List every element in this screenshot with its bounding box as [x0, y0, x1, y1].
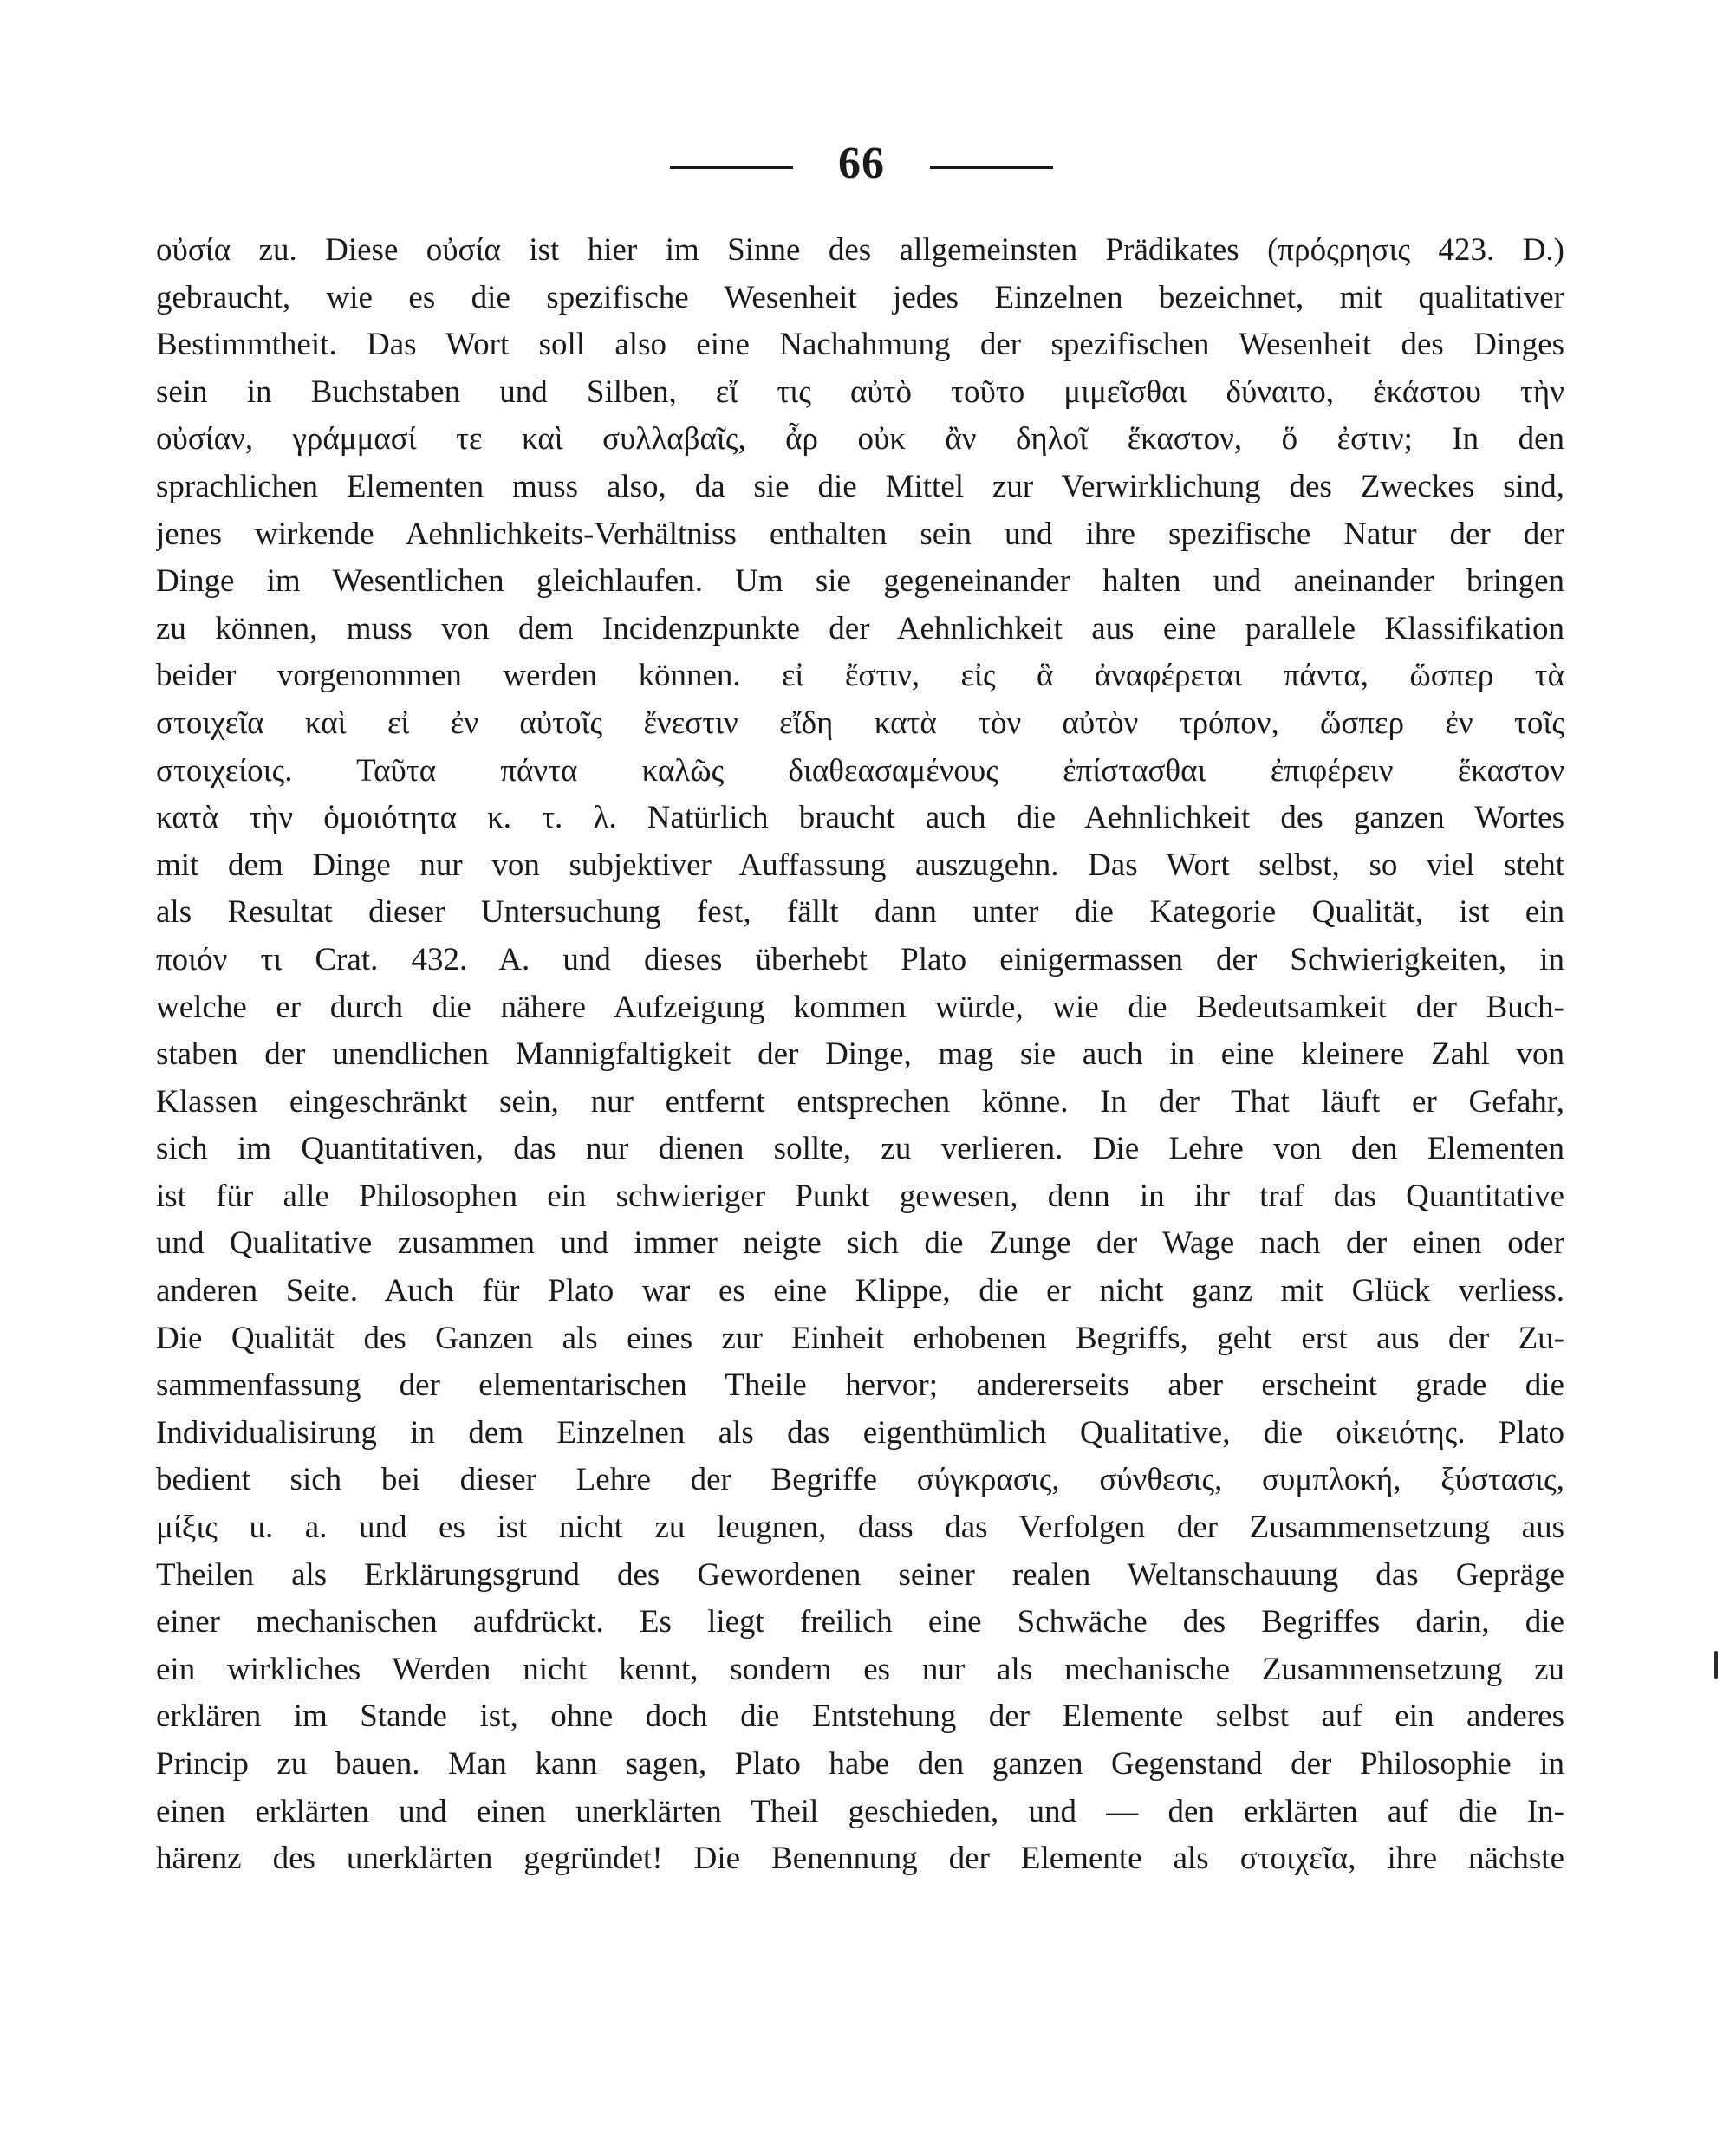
text-line: zu können, muss von dem Incidenzpunkte der Aehnlichkeit aus eine parallele Klassifikation	[156, 610, 1564, 646]
text-line: anderen Seite. Auch für Plato war es eine Klippe, die er nicht ganz mit Glück verliess.	[156, 1273, 1564, 1309]
text-line: ποιόν τι Crat. 432. A. und dieses überhebt Plato einigermassen der Schwierigkeiten, in	[156, 941, 1564, 977]
text-line: und Qualitative zusammen und immer neigte sich die Zunge der Wage nach der einen oder	[156, 1225, 1564, 1262]
text-line: sprachlichen Elementen muss also, da sie die Mittel zur Verwirklichung des Zweckes sind,	[156, 468, 1564, 504]
text-line: härenz des unerklärten gegründet! Die Benennung der Elemente als στοιχεῖα, ihre nächste	[156, 1841, 1564, 1877]
text-line: Individualisirung in dem Einzelnen als das eigenthümlich Qualitative, die οἰκειότης. Plato	[156, 1414, 1564, 1451]
text-line: welche er durch die nähere Aufzeigung kommen würde, wie die Bedeutsamkeit der Buch-	[156, 989, 1564, 1025]
body-text	[156, 227, 1564, 1883]
text-line: Dinge im Wesentlichen gleichlaufen. Um sie gegeneinander halten und aneinander bringen	[156, 563, 1564, 600]
text-line: als Resultat dieser Untersuchung fest, fällt dann unter die Kategorie Qualität, ist ein	[156, 894, 1564, 931]
scan-blemish	[1714, 1651, 1718, 1679]
text-line: Theilen als Erklärungsgrund des Gewordenen seiner realen Weltanschauung das Gepräge	[156, 1556, 1564, 1593]
text-line: Princip zu bauen. Man kann sagen, Plato habe den ganzen Gegenstand der Philosophie in	[156, 1746, 1564, 1782]
text-line: gebraucht, wie es die spezifische Wesenheit jedes Einzelnen bezeichnet, mit qualitativer	[156, 279, 1564, 315]
text-line: ist für alle Philosophen ein schwieriger Punkt gewesen, denn in ihr traf das Quantitative	[156, 1178, 1564, 1214]
page-header	[0, 128, 1723, 198]
text-line: mit dem Dinge nur von subjektiver Auffassung auszugehn. Das Wort selbst, so viel steht	[156, 847, 1564, 883]
text-line: οὐσίαν, γράμμασί τε καὶ συλλαβαῖς, ἆρ οὐκ ἂν δηλοῖ ἕκαστον, ὅ ἐστιν; In den	[156, 421, 1564, 458]
header-rule-left	[670, 166, 793, 169]
text-line: Bestimmtheit. Das Wort soll also eine Nachahmung der spezifischen Wesenheit des Dinges	[156, 327, 1564, 363]
text-line: jenes wirkende Aehnlichkeits-Verhältniss enthalten sein und ihre spezifische Natur der der	[156, 516, 1564, 552]
text-line: sich im Quantitativen, das nur dienen sollte, zu verlieren. Die Lehre von den Elementen	[156, 1131, 1564, 1167]
text-line: staben der unendlichen Mannigfaltigkeit der Dinge, mag sie auch in eine kleinere Zahl von	[156, 1036, 1564, 1073]
text-line: κατὰ τὴν ὁμοιότητα κ. τ. λ. Natürlich braucht auch die Aehnlichkeit des ganzen Wortes	[156, 800, 1564, 836]
text-line: ein wirkliches Werden nicht kennt, sondern es nur als mechanische Zusammensetzung zu	[156, 1651, 1564, 1687]
text-line: einen erklärten und einen unerklärten Theil geschieden, und — den erklärten auf die In-	[156, 1793, 1564, 1829]
text-line: sammenfassung der elementarischen Theile hervor; andererseits aber erscheint grade die	[156, 1367, 1564, 1404]
text-line: sein in Buchstaben und Silben, εἴ τις αὐτὸ τοῦτο μιμεῖσθαι δύναιτο, ἑκάστου τὴν	[156, 373, 1564, 410]
text-line: στοιχείοις. Ταῦτα πάντα καλῶς διαθεασαμένους ἐπίστασθαι ἐπιφέρειν ἕκαστον	[156, 752, 1564, 789]
text-line: beider vorgenommen werden können. εἰ ἔστιν, εἰς ἃ ἀναφέρεται πάντα, ὥσπερ τὰ	[156, 658, 1564, 694]
text-line: einer mechanischen aufdrückt. Es liegt freilich eine Schwäche des Begriffes darin, die	[156, 1604, 1564, 1640]
text-line: erklären im Stande ist, ohne doch die Entstehung der Elemente selbst auf ein anderes	[156, 1698, 1564, 1735]
header-rule-right	[930, 166, 1053, 169]
text-line: στοιχεῖα καὶ εἰ ἐν αὐτοῖς ἔνεστιν εἴδη κατὰ τὸν αὐτὸν τρόπον, ὥσπερ ἐν τοῖς	[156, 705, 1564, 741]
text-line: οὐσία zu. Diese οὐσία ist hier im Sinne des allgemeinsten Prädikates (πρόςρησις 423. D.)	[156, 232, 1564, 268]
page-number: 66	[838, 138, 885, 188]
text-line: μίξις u. a. und es ist nicht zu leugnen, dass das Verfolgen der Zusammensetzung aus	[156, 1510, 1564, 1546]
text-line: Die Qualität des Ganzen als eines zur Einheit erhobenen Begriffs, geht erst aus der Zu-	[156, 1320, 1564, 1356]
text-line: bedient sich bei dieser Lehre der Begriffe σύγκρασις, σύνθεσις, συμπλοκή, ξύστασις,	[156, 1462, 1564, 1498]
text-line: Klassen eingeschränkt sein, nur entfernt entsprechen könne. In der That läuft er Gefahr,	[156, 1083, 1564, 1120]
